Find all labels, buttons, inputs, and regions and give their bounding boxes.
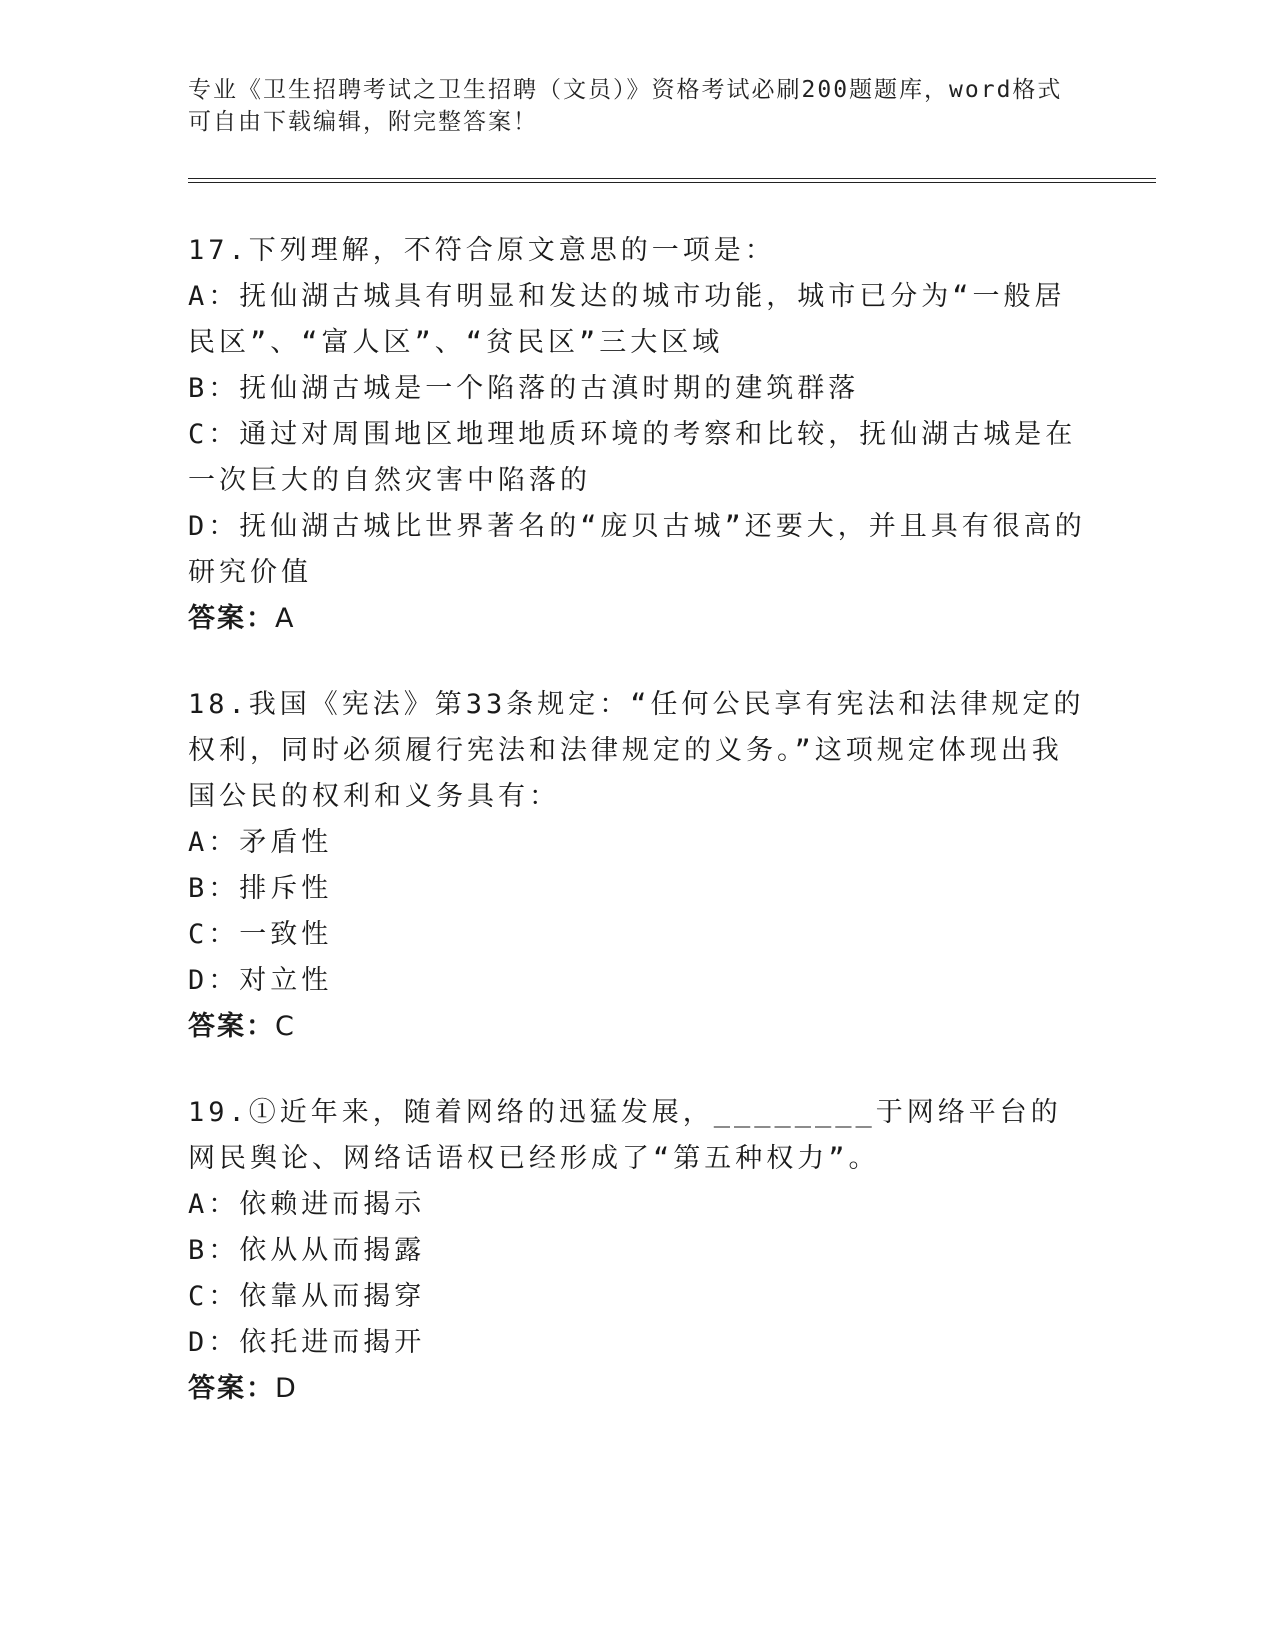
- option-a: A：矛盾性: [188, 827, 333, 858]
- option-b: B：依从从而揭露: [188, 1235, 426, 1266]
- question-17: [188, 228, 1088, 642]
- option-d: D：依托进而揭开: [188, 1327, 426, 1358]
- answer-label: 答案：: [188, 1373, 275, 1404]
- option-c: C：一致性: [188, 919, 333, 950]
- answer-label: 答案：: [188, 1011, 275, 1042]
- header-divider: [188, 178, 1156, 183]
- header-text: 专业《卫生招聘考试之卫生招聘（文员）》资格考试必刷200题题库，word格式可自由下载编辑，附完整答案！: [188, 77, 1063, 135]
- question-stem: 17.下列理解，不符合原文意思的一项是：: [188, 235, 776, 266]
- option-b: B：抚仙湖古城是一个陷落的古滇时期的建筑群落: [188, 373, 860, 404]
- answer-value: D: [275, 1373, 298, 1404]
- option-a: A：依赖进而揭示: [188, 1189, 426, 1220]
- answer-line: [188, 1004, 1088, 1050]
- option-d: D：抚仙湖古城比世界著名的“庞贝古城”还要大，并且具有很高的研究价值: [188, 511, 1086, 588]
- question-stem: 19.①近年来，随着网络的迅猛发展，________于网络平台的网民舆论、网络话语权已经形成了“第五种权力”。: [188, 1097, 1062, 1174]
- answer-line: [188, 596, 1088, 642]
- answer-value: A: [275, 603, 296, 634]
- question-18: [188, 682, 1088, 1050]
- answer-label: 答案：: [188, 603, 275, 634]
- question-19: [188, 1090, 1088, 1412]
- answer-value: C: [275, 1011, 296, 1042]
- option-c: C：通过对周围地区地理地质环境的考察和比较，抚仙湖古城是在一次巨大的自然灾害中陷落的: [188, 419, 1077, 496]
- answer-line: [188, 1366, 1088, 1412]
- option-b: B：排斥性: [188, 873, 333, 904]
- question-stem: 18.我国《宪法》第33条规定：“任何公民享有宪法和法律规定的权利，同时必须履行宪法和法律规定的义务。”这项规定体现出我国公民的权利和义务具有：: [188, 689, 1085, 812]
- question-list: [188, 228, 1088, 1452]
- document-header: [188, 74, 1068, 138]
- option-d: D：对立性: [188, 965, 333, 996]
- option-c: C：依靠从而揭穿: [188, 1281, 426, 1312]
- option-a: A：抚仙湖古城具有明显和发达的城市功能，城市已分为“一般居民区”、“富人区”、“贫民区”三大区域: [188, 281, 1066, 358]
